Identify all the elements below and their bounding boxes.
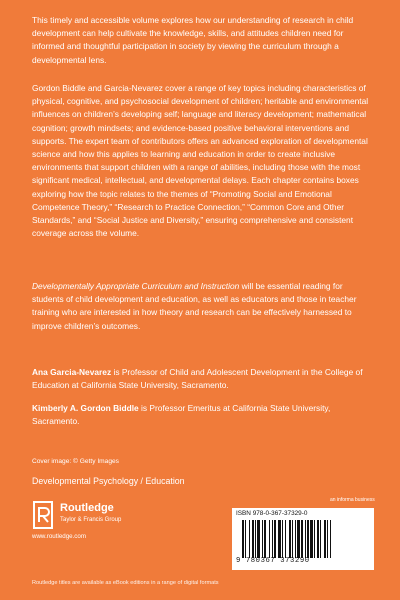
author-bio-text-1: is Professor of Child and Adolescent Development in the College of Education at California State University, Sacramento. [32,367,363,391]
publisher-group: Taylor & Francis Group [60,517,122,523]
audience-text: will be essential reading for students of child development and education, as well as educators and those in teacher training who are interested in how theory and research can be effectively harnessed to improve children’s outcomes. [32,281,357,331]
barcode [232,508,374,570]
author-name-1: Ana Garcia-Nevarez [32,367,112,377]
subject-category: Developmental Psychology / Education [32,476,185,486]
author-bio-1 [32,366,372,392]
author-name-2: Kimberly A. Gordon Biddle [32,403,139,413]
book-title: Developmentally Appropriate Curriculum and Instruction [32,281,240,291]
barcode-bars-icon [242,520,364,558]
intro-paragraph: This timely and accessible volume explores how our understanding of research in child development can help cultivate the knowledge, skills, and attitudes children need for informed and thoughtful participation in society by viewing the curriculum through a developmental lens. [32,15,354,65]
informa-tagline: an informa business [330,497,375,503]
isbn-label: ISBN 978-0-367-37329-0 [236,510,308,517]
routledge-logo-icon [32,500,54,530]
cover-credit: Cover image: © Getty Images [32,458,119,465]
author-bio-2 [32,402,372,428]
ebook-note: Routledge titles are available as eBook editions in a range of digital formats [32,580,219,586]
author-bio-text-2: is Professor Emeritus at California State University, Sacramento. [32,403,331,427]
audience-paragraph [32,280,372,333]
barcode-number: 9 780367 373290 [236,557,310,565]
publisher-website: www.routledge.com [32,533,86,540]
publisher-logo [32,496,172,536]
topics-paragraph: Gordon Biddle and Garcia-Nevarez cover a range of key topics including characteristics of physical, cognitive, and psychosocial development of children; heritable and environmental influences on children’s developing self; language and literacy development; mathematical cognition; growth mindsets; and evidence-based positive behavioral interventions and supports. The expert team of contributors offers an advanced exploration of developmental science and how this applies to learning and education in order to create inclusive environments that support children with a range of abilities, including those with the most significant medical, intellectual, and developmental delays. Each chapter contains boxes exploring how the topic relates to the themes of “Promoting Social and Emotional Competence Theory,” “Research to Practice Connection,” “Common Core and Other Standards,” and “Social Justice and Diversity,” ensuring comprehensive and consistent coverage across the volume. [32,83,369,239]
publisher-name: Routledge [60,502,114,514]
